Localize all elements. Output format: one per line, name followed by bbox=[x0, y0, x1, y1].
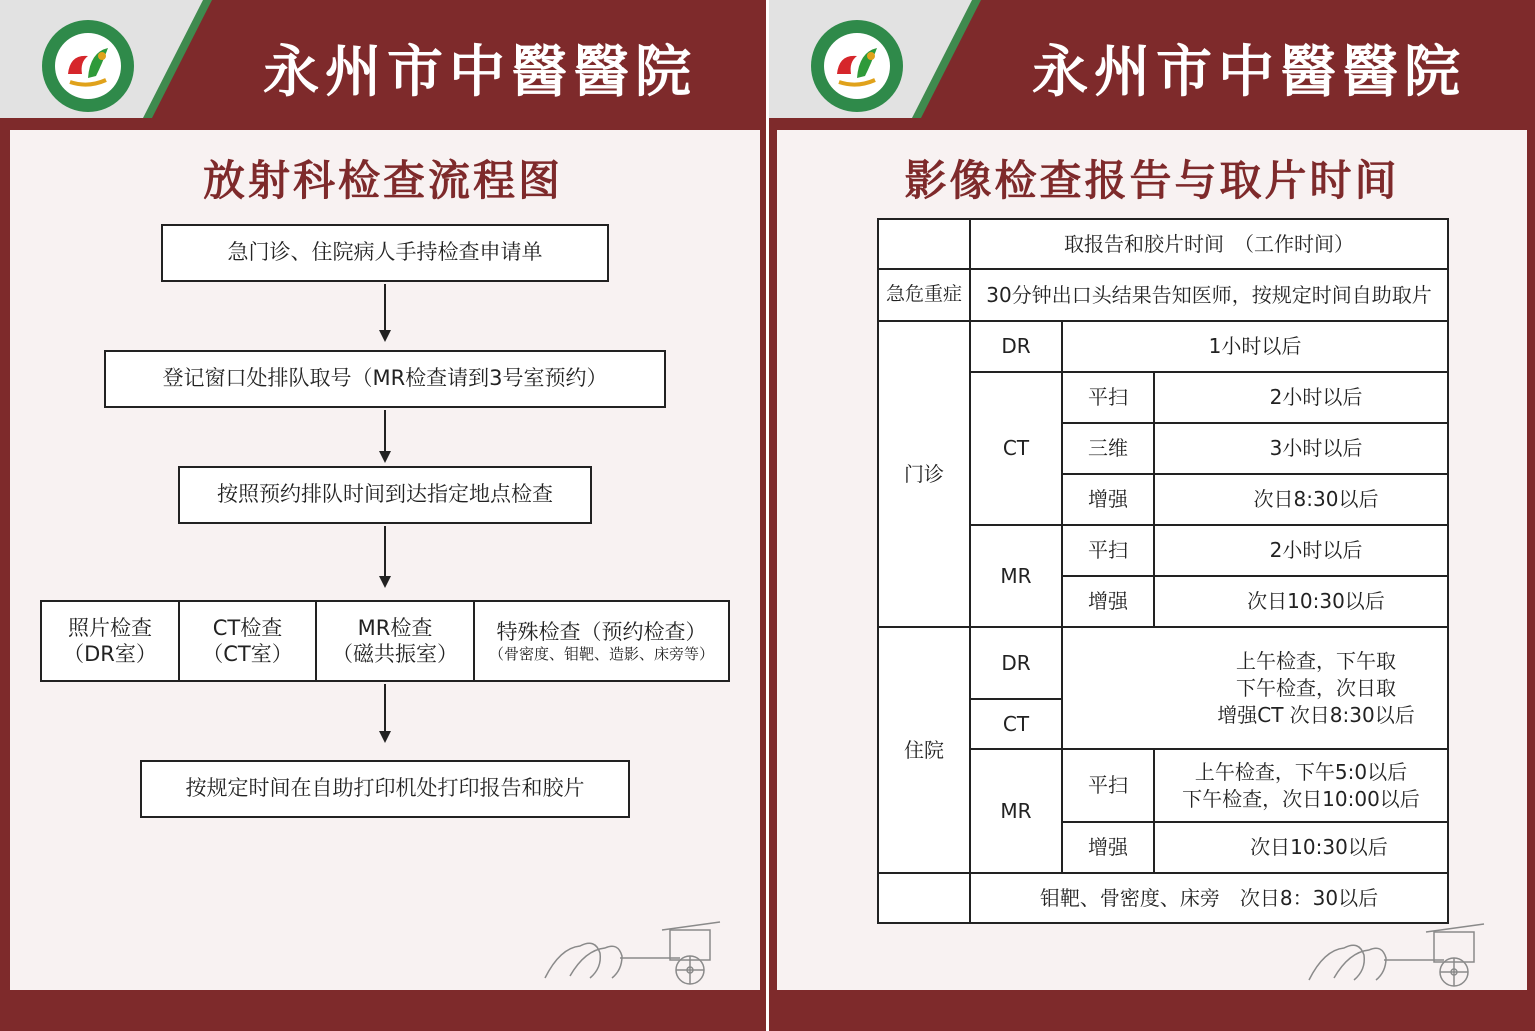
room-ct bbox=[180, 602, 317, 680]
ip-mr-enh-label: 增强 bbox=[1062, 822, 1154, 873]
op-mr-enh-label: 增强 bbox=[1062, 576, 1154, 627]
arrow-down-icon bbox=[379, 451, 391, 463]
room-dr bbox=[42, 602, 180, 680]
report-schedule-table bbox=[877, 218, 1449, 924]
table-row bbox=[878, 321, 1448, 372]
op-dr-time: 1小时以后 bbox=[1062, 321, 1448, 372]
ip-drct-time bbox=[1062, 627, 1448, 749]
room-dr-name: 照片检查 bbox=[68, 615, 152, 640]
op-ct-plain-time: 2小时以后 bbox=[1154, 372, 1448, 423]
emergency-text: 30分钟出口头结果告知医师，按规定时间自助取片 bbox=[970, 269, 1448, 321]
op-dr-label: DR bbox=[970, 321, 1062, 372]
room-mr-place: （磁共振室） bbox=[332, 642, 458, 666]
table-corner-cell bbox=[878, 219, 970, 269]
chariot-decoration-icon bbox=[1304, 920, 1514, 990]
footer-bar bbox=[0, 992, 766, 1031]
emergency-label: 急危重症 bbox=[878, 269, 970, 321]
arrow-down-icon bbox=[379, 731, 391, 743]
room-ct-place: （CT室） bbox=[202, 642, 293, 666]
header-divider bbox=[0, 118, 766, 126]
table-row bbox=[878, 219, 1448, 269]
op-mr-label: MR bbox=[970, 525, 1062, 627]
op-mr-enh-time: 次日10:30以后 bbox=[1154, 576, 1448, 627]
flow-arrow bbox=[384, 526, 386, 576]
room-ct-name: CT检查 bbox=[212, 615, 283, 640]
hospital-title: 永州市中醫醫院 bbox=[263, 39, 697, 105]
table-row bbox=[878, 627, 1448, 699]
ip-mr-plain-line1: 上午检查，下午5:0以后 bbox=[1194, 759, 1408, 784]
ip-mr-enh-time: 次日10:30以后 bbox=[1154, 822, 1448, 873]
room-special-name: 特殊检查（预约检查） bbox=[496, 619, 707, 644]
room-special-list: （骨密度、钼靶、造影、床旁等） bbox=[488, 644, 714, 663]
ip-mr-plain-time bbox=[1154, 749, 1448, 822]
flow-arrow bbox=[384, 284, 386, 330]
ip-ct-label: CT bbox=[970, 699, 1062, 749]
op-ct-plain-label: 平扫 bbox=[1062, 372, 1154, 423]
exam-rooms-row bbox=[40, 600, 730, 682]
room-dr-place: （DR室） bbox=[63, 642, 157, 666]
special-exam-time: 钼靶、骨密度、床旁 次日8：30以后 bbox=[970, 873, 1448, 923]
footer-bar bbox=[769, 992, 1535, 1031]
op-ct-3d-label: 三维 bbox=[1062, 423, 1154, 474]
flow-step-apply: 急门诊、住院病人手持检查申请单 bbox=[161, 224, 609, 282]
chariot-decoration-icon bbox=[540, 918, 750, 988]
op-mr-plain-label: 平扫 bbox=[1062, 525, 1154, 576]
table-row bbox=[878, 269, 1448, 321]
ip-drct-line3: 增强CT 次日8:30以后 bbox=[1217, 702, 1415, 727]
room-mr bbox=[317, 602, 475, 680]
ip-drct-line1: 上午检查，下午取 bbox=[1236, 648, 1396, 673]
right-panel bbox=[769, 0, 1535, 1031]
table-header: 取报告和胶片时间 （工作时间） bbox=[970, 219, 1448, 269]
hospital-title: 永州市中醫醫院 bbox=[1032, 39, 1466, 105]
outpatient-label: 门诊 bbox=[878, 321, 970, 627]
flow-step-print: 按规定时间在自助打印机处打印报告和胶片 bbox=[140, 760, 630, 818]
arrow-down-icon bbox=[379, 330, 391, 342]
op-ct-3d-time: 3小时以后 bbox=[1154, 423, 1448, 474]
header-divider bbox=[769, 118, 1535, 126]
hospital-logo-icon bbox=[40, 18, 136, 114]
op-mr-plain-time: 2小时以后 bbox=[1154, 525, 1448, 576]
flowchart-title: 放射科检查流程图 bbox=[202, 156, 563, 205]
ip-mr-plain-line2: 下午检查，次日10:00以后 bbox=[1182, 786, 1420, 811]
flow-step-exam: 按照预约排队时间到达指定地点检查 bbox=[178, 466, 592, 524]
inpatient-label: 住院 bbox=[878, 627, 970, 873]
table-footer-blank bbox=[878, 873, 970, 923]
room-mr-name: MR检查 bbox=[357, 615, 433, 640]
ip-drct-line2: 下午检查，次日取 bbox=[1236, 675, 1396, 700]
table-row bbox=[878, 873, 1448, 923]
op-ct-enh-label: 增强 bbox=[1062, 474, 1154, 525]
flow-arrow bbox=[384, 410, 386, 452]
ip-mr-plain-label: 平扫 bbox=[1062, 749, 1154, 822]
left-panel bbox=[0, 0, 766, 1031]
op-ct-label: CT bbox=[970, 372, 1062, 525]
ip-mr-label: MR bbox=[970, 749, 1062, 873]
room-special bbox=[475, 602, 728, 680]
flow-step-register: 登记窗口处排队取号（MR检查请到3号室预约） bbox=[104, 350, 666, 408]
arrow-down-icon bbox=[379, 576, 391, 588]
flow-arrow bbox=[384, 684, 386, 732]
op-ct-enh-time: 次日8:30以后 bbox=[1154, 474, 1448, 525]
hospital-logo-icon bbox=[809, 18, 905, 114]
ip-dr-label: DR bbox=[970, 627, 1062, 699]
schedule-title: 影像检查报告与取片时间 bbox=[904, 156, 1400, 205]
